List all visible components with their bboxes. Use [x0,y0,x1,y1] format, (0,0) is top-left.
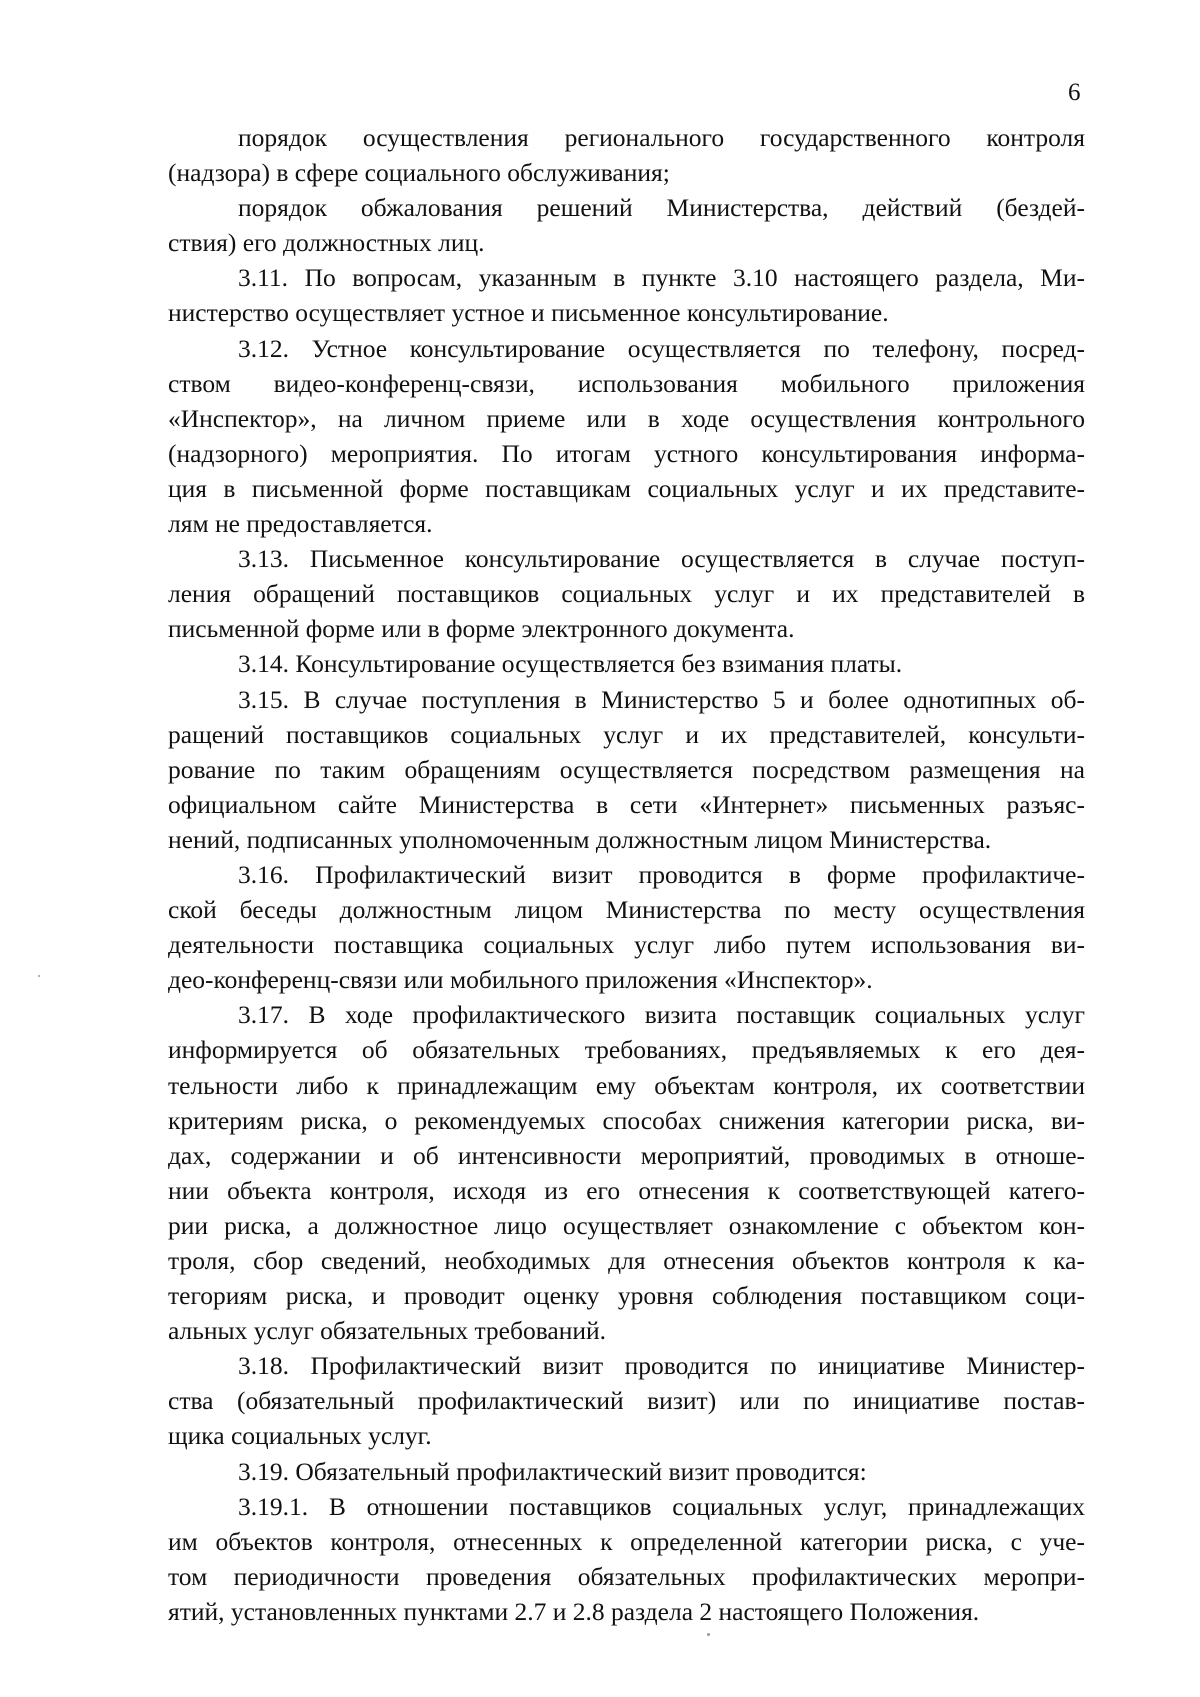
text-line: део-конференц-связи или мобильного приложения «Инспектор». [168,965,873,995]
page-number: 6 [1068,79,1081,106]
text-line: 3.17. В ходе профилактического визита поставщик социальных услуг [238,1000,1085,1030]
text-line: ращений поставщиков социальных услуг и их представителей, консульти- [168,719,1085,749]
document-body [168,120,1085,1629]
text-line: критериям риска, о рекомендуемых способах снижения категории риска, ви- [168,1105,1085,1135]
text-line: альных услуг обязательных требований. [168,1316,607,1346]
scan-speck [707,1633,710,1636]
text-line: им объектов контроля, отнесенных к определенной категории риска, с уче- [168,1526,1085,1556]
text-line: нии объекта контроля, исходя из его отнесения к соответствующей катего- [168,1175,1085,1205]
text-line: «Инспектор», на личном приеме или в ходе осуществления контрольного [168,403,1085,433]
text-line: 3.18. Профилактический визит проводится по инициативе Министер- [238,1351,1085,1381]
text-line: 3.15. В случае поступления в Министерство 5 и более однотипных об- [238,684,1085,714]
text-line: 3.14. Консультирование осуществляется без взимания платы. [238,649,903,679]
text-line: троля, сбор сведений, необходимых для отнесения объектов контроля к ка- [168,1246,1085,1275]
text-line: тельности либо к принадлежащим ему объектам контроля, их соответствии [168,1070,1085,1100]
text-line: письменной форме или в форме электронного документа. [168,614,795,644]
text-line: щика социальных услуг. [168,1421,432,1451]
text-line: порядок осуществления регионального государственного контроля [238,123,1085,152]
text-line: 3.13. Письменное консультирование осуществляется в случае поступ- [238,544,1085,574]
text-line: том периодичности проведения обязательных профилактических меропри- [168,1561,1085,1591]
text-line: лям не предоставляется. [168,509,433,539]
text-line: 3.19. Обязательный профилактический визит проводится: [238,1456,867,1486]
text-line: ятий, установленных пунктами 2.7 и 2.8 раздела 2 настоящего Положения. [168,1596,980,1626]
text-line: ствия) его должностных лиц. [168,228,485,258]
text-line: рии риска, а должностное лицо осуществляет ознакомление с объектом кон- [168,1210,1085,1240]
text-line: 3.16. Профилактический визит проводится в форме профилактиче- [238,859,1085,889]
text-line: (надзорного) мероприятия. По итогам устного консультирования информа- [168,438,1085,468]
text-line: нистерство осуществляет устное и письменное консультирование. [168,298,889,328]
text-line: 3.19.1. В отношении поставщиков социальных услуг, принадлежащих [238,1491,1085,1521]
text-line: тегориям риска, и проводит оценку уровня соблюдения поставщиком соци- [168,1281,1085,1311]
text-line: деятельности поставщика социальных услуг либо путем использования ви- [168,930,1085,960]
text-line: 3.12. Устное консультирование осуществляется по телефону, посред- [238,333,1085,363]
text-line: 3.11. По вопросам, указанным в пункте 3.10 настоящего раздела, Ми- [238,263,1085,293]
text-line: (надзора) в сфере социального обслуживания; [168,158,670,188]
text-line: ления обращений поставщиков социальных услуг и их представителей в [168,579,1085,609]
text-line: дах, содержании и об интенсивности мероприятий, проводимых в отноше- [168,1140,1085,1170]
text-line: ция в письменной форме поставщикам социальных услуг и их представите- [168,473,1085,503]
text-line: нений, подписанных уполномоченным должностным лицом Министерства. [168,824,992,854]
text-line: официальном сайте Министерства в сети «Интернет» письменных разъяс- [168,789,1085,819]
text-line: ством видео-конференц-связи, использования мобильного приложения [168,368,1085,398]
scan-speck [38,975,40,977]
text-line: рование по таким обращениям осуществляется посредством размещения на [168,754,1085,784]
text-line: ской беседы должностным лицом Министерства по месту осуществления [168,895,1085,925]
text-line: информируется об обязательных требованиях, предъявляемых к его дея- [168,1035,1085,1065]
text-line: ства (обязательный профилактический визит) или по инициативе постав- [168,1386,1085,1416]
text-line: порядок обжалования решений Министерства, действий (бездей- [238,193,1085,223]
